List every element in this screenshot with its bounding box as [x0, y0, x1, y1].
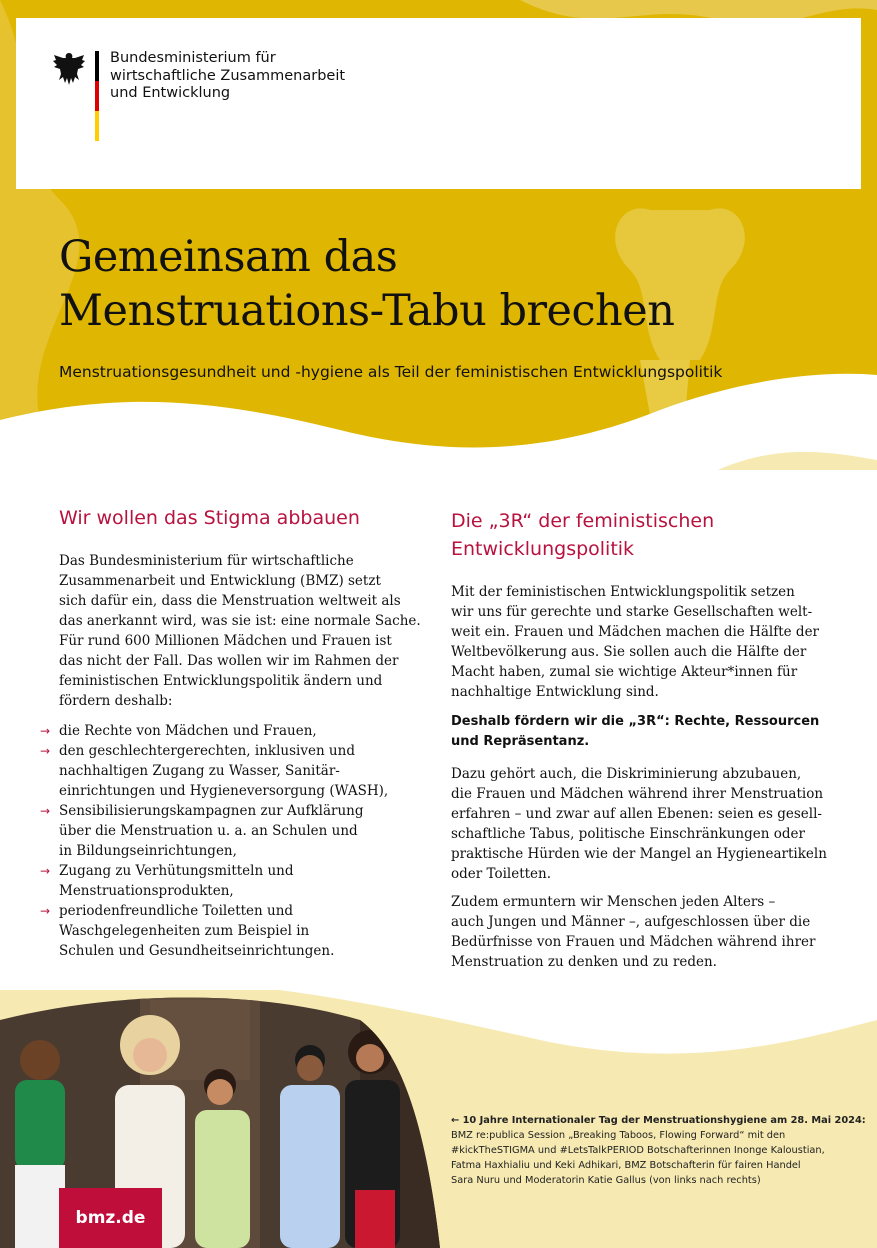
text-line: Das Bundesministerium für wirtschaftliche: [59, 553, 354, 569]
text-line: Zusammenarbeit und Entwicklung (BMZ) setzt: [59, 573, 381, 589]
text-line: Deshalb fördern wir die „3R“: Rechte, Ressourcen: [451, 714, 820, 729]
text-line: Für rund 600 Millionen Mädchen und Frauen ist: [59, 633, 392, 649]
text-line: periodenfreundliche Toiletten und: [59, 903, 294, 919]
text-line: Weltbevölkerung aus. Sie sollen auch die Hälfte der: [451, 644, 807, 660]
text-line: den geschlechtergerechten, inklusiven und: [59, 743, 355, 759]
right-paragraph-3r: [451, 712, 819, 752]
text-line: Bedürfnisse von Frauen und Mädchen während ihrer: [451, 934, 816, 950]
text-line: Schulen und Gesundheitseinrichtungen.: [59, 943, 335, 959]
text-line: die Frauen und Mädchen während ihrer Menstruation: [451, 786, 824, 802]
text-line: Menstruation zu denken und zu reden.: [451, 954, 717, 970]
heading-line: Die „3R“ der feministischen: [451, 510, 715, 532]
text-line: Waschgelegenheiten zum Beispiel in: [59, 923, 310, 939]
text-line: in Bildungseinrichtungen,: [59, 843, 237, 859]
text-line: Sensibilisierungskampagnen zur Aufklärung: [59, 803, 364, 819]
right-paragraph-2: [451, 764, 827, 884]
title-line: Menstruations-Tabu brechen: [59, 286, 675, 336]
bmz-link-badge[interactable]: bmz.de: [59, 1188, 162, 1248]
photo-caption: [451, 1113, 866, 1188]
caption-line: Fatma Haxhialiu und Keki Adhikari, BMZ Botschafterin für fairen Handel: [451, 1160, 801, 1171]
list-item: [40, 861, 388, 901]
text-line: sich dafür ein, dass die Menstruation weltweit als: [59, 593, 401, 609]
ministry-line: Bundesministerium für: [110, 50, 276, 66]
text-line: Zugang zu Verhütungsmitteln und: [59, 863, 294, 879]
federal-eagle-icon: [51, 50, 87, 88]
text-line: oder Toiletten.: [451, 866, 552, 882]
text-line: Macht haben, zumal sie wichtige Akteur*innen für: [451, 664, 798, 680]
caption-line: BMZ re:publica Session „Breaking Taboos, Flowing Forward“ mit den: [451, 1130, 786, 1141]
text-line: einrichtungen und Hygieneversorgung (WASH),: [59, 783, 389, 799]
arrow-right-icon: →: [40, 904, 51, 918]
text-line: fördern deshalb:: [59, 693, 173, 709]
page-title: [59, 230, 674, 338]
text-line: wir uns für gerechte und starke Gesellschaften welt-: [451, 604, 813, 620]
arrow-right-icon: →: [40, 864, 51, 878]
text-line: weit ein. Frauen und Mädchen machen die Hälfte der: [451, 624, 820, 640]
ministry-line: wirtschaftliche Zusammenarbeit: [110, 67, 346, 84]
text-line: das nicht der Fall. Das wollen wir im Rahmen der: [59, 653, 399, 669]
page-subtitle: Menstruationsgesundheit und -hygiene als Teil der feministischen Entwicklungspolitik: [59, 363, 723, 381]
header-panel: [16, 18, 861, 189]
text-line: die Rechte von Mädchen und Frauen,: [59, 723, 317, 739]
text-line: nachhaltigen Zugang zu Wasser, Sanitär-: [59, 763, 340, 779]
arrow-right-icon: →: [40, 804, 51, 818]
text-line: nachhaltige Entwicklung sind.: [451, 684, 659, 700]
caption-line: #kickTheSTIGMA und #LetsTalkPERIOD Botschafterinnen Inonge Kaloustian,: [451, 1145, 825, 1156]
text-line: und Repräsentanz.: [451, 734, 590, 749]
left-intro: [59, 551, 421, 711]
right-heading: [451, 507, 714, 563]
text-line: erfahren – und zwar auf allen Ebenen: seien es gesell-: [451, 806, 822, 822]
text-line: Mit der feministischen Entwicklungspolitik setzen: [451, 584, 795, 600]
text-line: Menstruationsprodukten,: [59, 883, 234, 899]
text-line: auch Jungen und Männer –, aufgeschlossen über die: [451, 914, 811, 930]
caption-line: Sara Nuru und Moderatorin Katie Gallus (von links nach rechts): [451, 1175, 761, 1186]
title-line: Gemeinsam das: [59, 232, 398, 282]
left-heading: Wir wollen das Stigma abbauen: [59, 507, 360, 529]
caption-heading: ← 10 Jahre Internationaler Tag der Menstruationshygiene am 28. Mai 2024:: [451, 1115, 866, 1126]
arrow-right-icon: →: [40, 724, 51, 738]
german-flag-bar: [95, 51, 99, 141]
text-line: Dazu gehört auch, die Diskriminierung abzubauen,: [451, 766, 802, 782]
support-list: [40, 721, 388, 961]
text-line: das anerkannt wird, was sie ist: eine normale Sache.: [59, 613, 421, 629]
text-line: über die Menstruation u. a. an Schulen und: [59, 823, 358, 839]
heading-line: Entwicklungspolitik: [451, 538, 635, 560]
ministry-line: und Entwicklung: [110, 85, 231, 101]
list-item: [40, 721, 388, 741]
text-line: feministischen Entwicklungspolitik ändern und: [59, 673, 383, 689]
right-paragraph-1: [451, 582, 819, 702]
arrow-right-icon: →: [40, 744, 51, 758]
list-item: [40, 801, 388, 861]
list-item: [40, 901, 388, 961]
ministry-name: [110, 50, 345, 103]
text-line: praktische Hürden wie der Mangel an Hygieneartikeln: [451, 846, 827, 862]
text-line: schaftliche Tabus, politische Einschränkungen oder: [451, 826, 805, 842]
right-paragraph-3: [451, 892, 815, 972]
list-item: [40, 741, 388, 801]
text-line: Zudem ermuntern wir Menschen jeden Alters –: [451, 894, 776, 910]
